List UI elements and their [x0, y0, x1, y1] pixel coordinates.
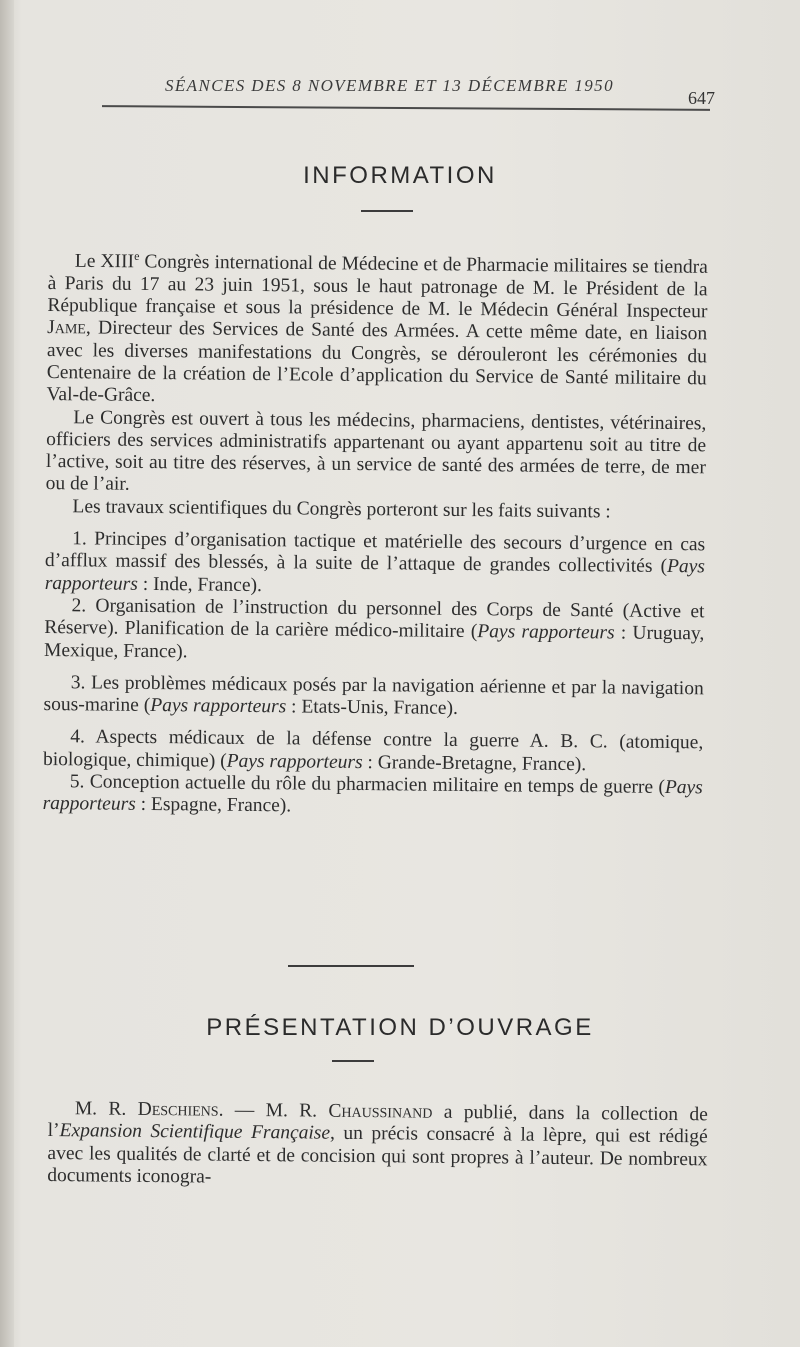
topic-item-3: 3. Les problèmes médicaux posés par la navigation aérienne et par la navigation sous-marine (Pays rapporteurs : Etats-Unis, France). — [43, 672, 704, 720]
presentation-title-rule — [332, 1060, 374, 1062]
presentation-body — [47, 1098, 708, 1194]
information-paragraph-3: Les travaux scientifiques du Congrès porteront sur les faits suivants : — [72, 496, 611, 523]
page-binding-shadow — [0, 0, 14, 1347]
presentation-paragraph: M. R. Deschiens. — M. R. Chaussinand a publié, dans la collection de l’Expansion Scientifique Française, un précis consacré à la lèpre, qui est rédigé avec les qualités de clarté et de concision qui sont propres à l’auteur. De nombreux documents iconogra- — [47, 1098, 708, 1188]
information-paragraph-2: Le Congrès est ouvert à tous les médecins, pharmaciens, dentistes, vétérinaires, officiers des services administratifs appartenant ou ayant appartenu soit au titre de l’active, soit au titre des réserves, à un service de santé des armées de terre, de mer ou de l’air. — [45, 406, 707, 496]
section-separator-rule — [288, 965, 414, 967]
header-rule — [102, 105, 710, 110]
information-paragraph-1: Le XIIIe Congrès international de Médecine et de Pharmacie militaires se tiendra à Paris du 17 au 23 juin 1951, sous le haut patronage de M. le Président de la République française et sous la présidence de M. le Médecin Général Inspecteur Jame, Directeur des Services de Santé des Armées. A cette même date, en liaison avec les diverses manifestations du Congrès, se dérouleront les cérémonies du Centenaire de la création de l’Ecole d’application du Service de Santé militaire du Val-de-Grâce. — [46, 248, 708, 407]
presentation-heading: PRÉSENTATION D’OUVRAGE — [206, 1014, 594, 1041]
topic-item-1: 1. Principes d’organisation tactique et matérielle des secours d’urgence en cas d’afflux massif des blessés, à la suite de l’attaque de grandes collectivités (Pays rapporteurs : Inde, France). — [44, 528, 706, 596]
information-heading: INFORMATION — [303, 162, 497, 189]
running-header: SÉANCES DES 8 NOVEMBRE ET 13 DÉCEMBRE 1950 — [165, 76, 614, 95]
page-number: 647 — [688, 88, 715, 108]
information-body — [43, 244, 708, 822]
information-title-rule — [361, 210, 413, 212]
topic-item-4: 4. Aspects médicaux de la défense contre la guerre A. B. C. (atomique, biologique, chimique) (Pays rapporteurs : Grande-Bretagne, France). — [42, 726, 704, 775]
topic-item-5: 5. Conception actuelle du rôle du pharmacien militaire en temps de guerre (Pays rapporteurs : Espagne, France). — [42, 771, 703, 817]
topic-item-2: 2. Organisation de l’instruction du personnel des Corps de Santé (Active et Réserve). Planification de la carière médico-militaire (Pays rapporteurs : Uruguay, Mexique, France). — [44, 595, 705, 662]
